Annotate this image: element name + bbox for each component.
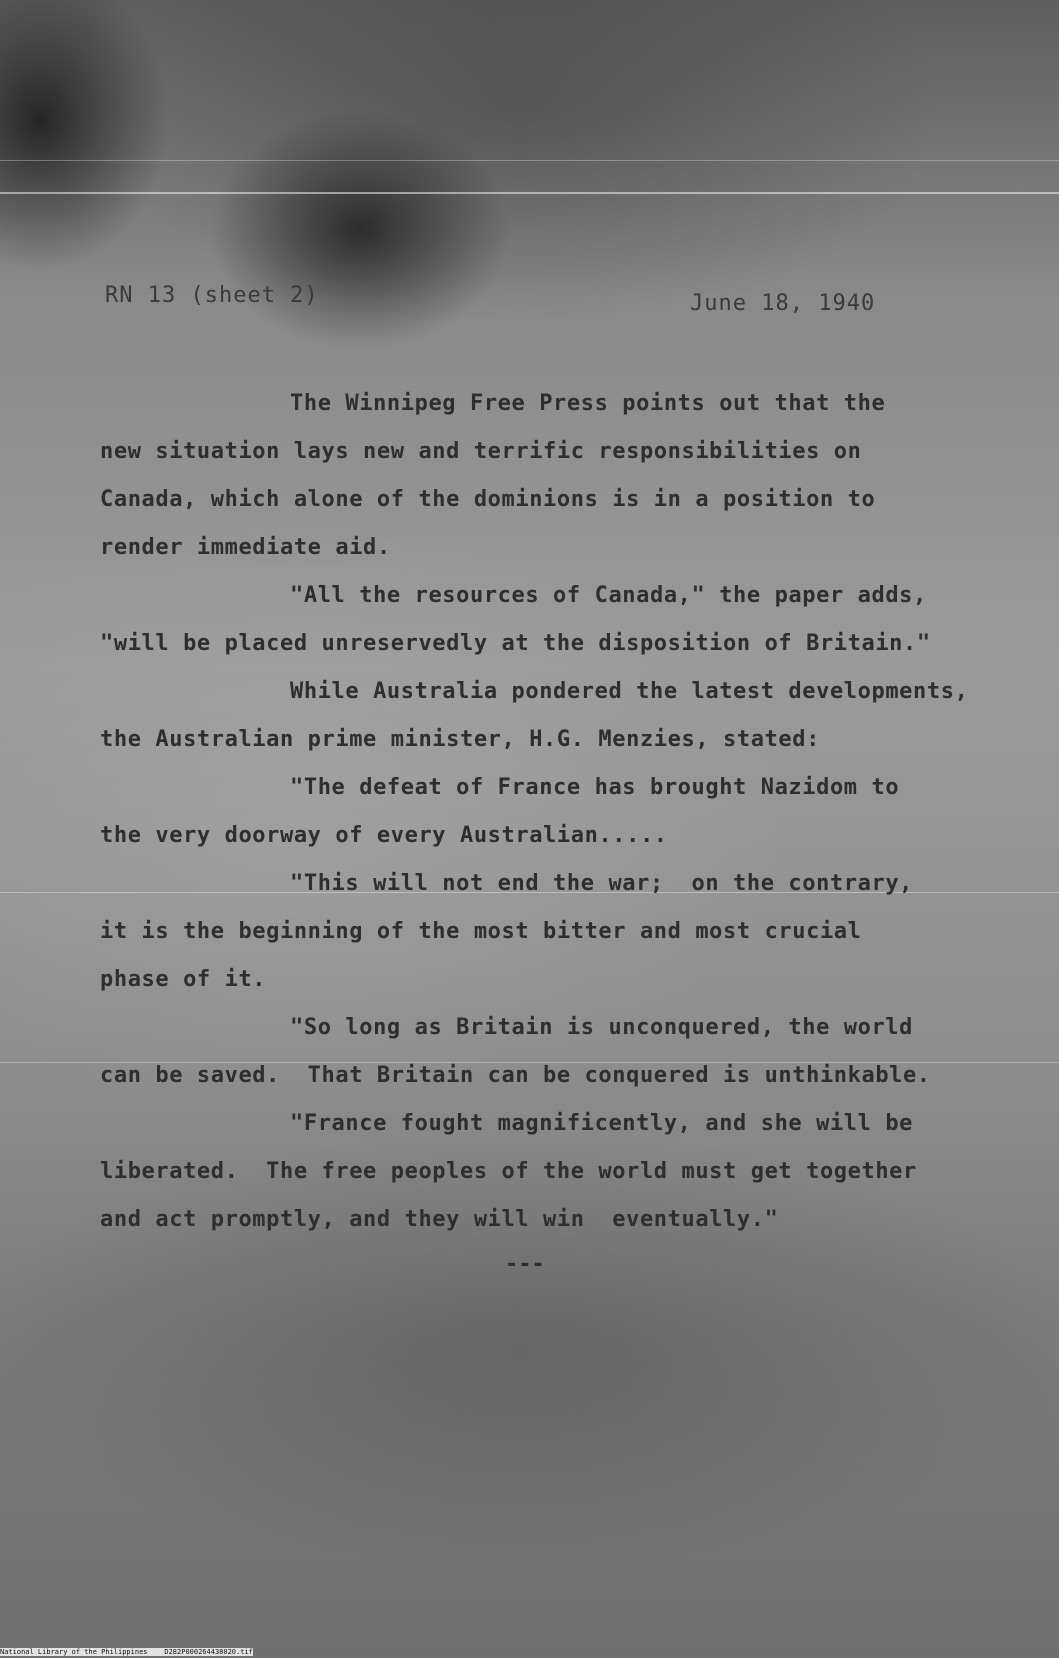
- end-divider: ---: [505, 1252, 545, 1277]
- document-text-line: it is the beginning of the most bitter and most crucial: [100, 919, 862, 944]
- document-text-line: Canada, which alone of the dominions is in a position to: [100, 487, 876, 512]
- document-text-line: "France fought magnificently, and she will be: [290, 1111, 914, 1136]
- document-text-line: While Australia pondered the latest developments,: [290, 679, 969, 704]
- document-text-line: "will be placed unreservedly at the disposition of Britain.": [100, 631, 931, 656]
- document-reference: RN 13 (sheet 2): [105, 283, 319, 308]
- document-text-line: liberated. The free peoples of the world must get together: [100, 1159, 917, 1184]
- document-date: June 18, 1940: [690, 291, 876, 316]
- document-text-line: new situation lays new and terrific responsibilities on: [100, 439, 862, 464]
- document-text-line: can be saved. That Britain can be conquered is unthinkable.: [100, 1063, 931, 1088]
- document-text-line: "All the resources of Canada," the paper adds,: [290, 583, 927, 608]
- document-text-line: "So long as Britain is unconquered, the world: [290, 1015, 914, 1040]
- document-text-line: phase of it.: [100, 967, 267, 992]
- scan-artifact-line: [0, 192, 1059, 194]
- document-text-line: the Australian prime minister, H.G. Menzies, stated:: [100, 727, 820, 752]
- document-text-line: the very doorway of every Australian.....: [100, 823, 668, 848]
- archive-footer: [0, 1648, 253, 1656]
- archive-file-id: D282P000264438020.tif: [164, 1648, 253, 1656]
- scan-artifact-line: [0, 160, 1059, 161]
- archive-source: National Library of the Philippines: [0, 1648, 148, 1656]
- document-text-line: "The defeat of France has brought Nazidom to: [290, 775, 900, 800]
- document-text-line: "This will not end the war; on the contrary,: [290, 871, 914, 896]
- document-text-line: render immediate aid.: [100, 535, 391, 560]
- document-text-line: The Winnipeg Free Press points out that the: [290, 391, 886, 416]
- document-text-line: and act promptly, and they will win eventually.": [100, 1207, 779, 1232]
- document-body: [100, 380, 1000, 1244]
